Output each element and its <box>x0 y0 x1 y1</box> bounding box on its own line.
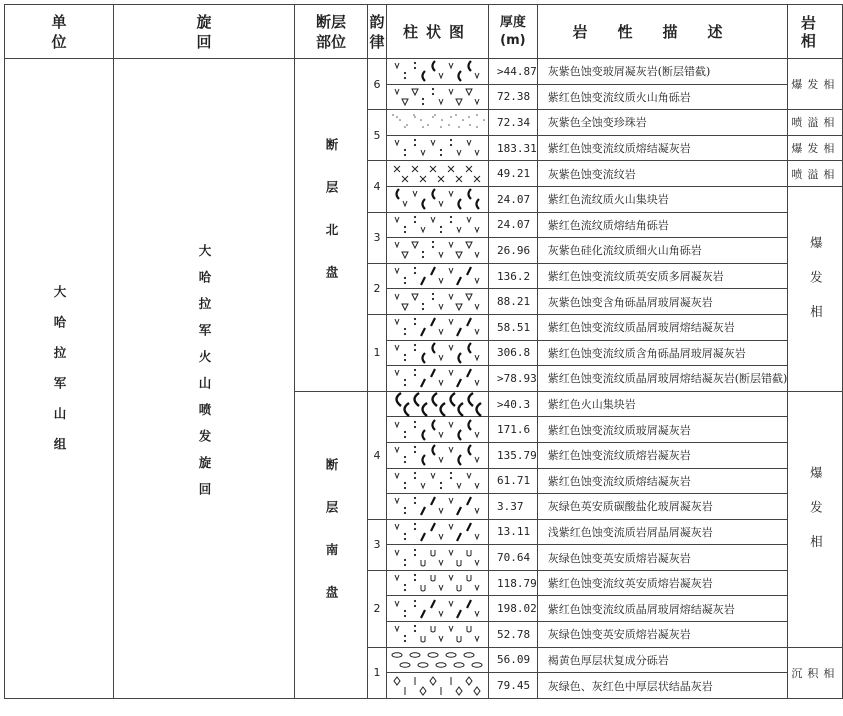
lithology-desc: 紫红色蚀变流纹质晶屑玻屑熔结凝灰岩 <box>537 314 788 340</box>
lithology-symbols <box>387 136 488 160</box>
lithology-desc: 灰绿色蚀变英安质熔岩凝灰岩 <box>537 545 788 571</box>
rhythm-north-3: 3 <box>368 212 387 263</box>
thickness-value: 198.02 <box>489 596 538 622</box>
column-pattern <box>387 161 489 187</box>
column-pattern <box>387 391 489 417</box>
thickness-value: 56.09 <box>489 647 538 673</box>
column-pattern <box>387 366 489 392</box>
lithology-desc: 紫红色蚀变流纹质火山角砾岩 <box>537 84 788 110</box>
lithology-desc: 灰紫色蚀变含角砾晶屑玻屑凝灰岩 <box>537 289 788 315</box>
rhythm-north-6: 6 <box>368 59 387 110</box>
lithology-desc: 紫红色蚀变流纹质玻屑凝灰岩 <box>537 417 788 443</box>
header-fault: 断层部位 <box>295 5 368 59</box>
rhythm-north-2: 2 <box>368 263 387 314</box>
lithology-desc: 紫红色蚀变流纹英安质熔岩凝灰岩 <box>537 570 788 596</box>
header-unit: 单位 <box>5 5 114 59</box>
lithology-symbols <box>387 290 488 314</box>
cycle-cell <box>114 59 295 699</box>
lithology-symbols <box>387 469 488 493</box>
lithology-desc: 浅紫红色蚀变流质岩屑晶屑凝灰岩 <box>537 519 788 545</box>
column-pattern <box>387 519 489 545</box>
column-pattern <box>387 494 489 520</box>
column-pattern <box>387 84 489 110</box>
thickness-value: 72.38 <box>489 84 538 110</box>
thickness-value: 72.34 <box>489 110 538 136</box>
column-pattern <box>387 647 489 673</box>
rhythm-south-3: 3 <box>368 519 387 570</box>
stratigraphic-column-table <box>4 4 843 699</box>
thickness-value: 26.96 <box>489 238 538 264</box>
lithology-desc: 灰绿色蚀变英安质熔岩凝灰岩 <box>537 622 788 648</box>
column-pattern <box>387 314 489 340</box>
facies-1: 爆发相 <box>788 59 843 110</box>
lithology-symbols <box>387 59 488 83</box>
lithology-symbols <box>387 213 488 237</box>
column-pattern <box>387 263 489 289</box>
facies-6-cell <box>788 391 843 647</box>
column-pattern <box>387 622 489 648</box>
fault-south-cell <box>295 391 368 698</box>
lithology-symbols <box>387 520 488 544</box>
column-pattern <box>387 186 489 212</box>
lithology-symbols <box>387 392 488 416</box>
facies-5-cell <box>788 186 843 391</box>
lithology-desc: 灰紫色蚀变玻屑凝灰岩(断层错截) <box>537 59 788 85</box>
column-pattern <box>387 442 489 468</box>
lithology-symbols <box>387 162 488 186</box>
column-pattern <box>387 110 489 136</box>
facies-7: 沉积相 <box>788 647 843 698</box>
thickness-value: 135.79 <box>489 442 538 468</box>
lithology-symbols <box>387 597 488 621</box>
thickness-value: 136.2 <box>489 263 538 289</box>
lithology-desc: 紫红色蚀变流纹质晶屑玻屑熔结凝灰岩(断层错截) <box>537 366 788 392</box>
thickness-value: 49.21 <box>489 161 538 187</box>
facies-6: 爆发相 <box>808 465 824 570</box>
lithology-symbols <box>387 366 488 390</box>
lithology-symbols <box>387 187 488 211</box>
thickness-value: 58.51 <box>489 314 538 340</box>
cycle-name: 大哈拉军火山喷发旋回 <box>197 244 212 510</box>
column-pattern <box>387 212 489 238</box>
thickness-value: 79.45 <box>489 673 538 699</box>
lithology-desc: 紫红色蚀变流纹质熔岩凝灰岩 <box>537 442 788 468</box>
lithology-symbols <box>387 85 488 109</box>
lithology-desc: 紫红色蚀变流纹质英安质多屑凝灰岩 <box>537 263 788 289</box>
facies-3: 爆发相 <box>788 135 843 161</box>
facies-2: 喷溢相 <box>788 110 843 136</box>
column-pattern <box>387 340 489 366</box>
thickness-value: 13.11 <box>489 519 538 545</box>
lithology-symbols <box>387 674 488 698</box>
lithology-desc: 褐黄色厚层状复成分砾岩 <box>537 647 788 673</box>
lithology-desc: 紫红色蚀变流纹质熔结凝灰岩 <box>537 468 788 494</box>
thickness-value: 118.79 <box>489 570 538 596</box>
column-pattern <box>387 545 489 571</box>
rhythm-south-2: 2 <box>368 570 387 647</box>
thickness-value: 306.8 <box>489 340 538 366</box>
thickness-value: >78.93 <box>489 366 538 392</box>
fault-north-label: 断层北盘 <box>324 138 339 309</box>
lithology-symbols <box>387 571 488 595</box>
lithology-desc: 紫红色蚀变流纹质熔结凝灰岩 <box>537 135 788 161</box>
thickness-value: 3.37 <box>489 494 538 520</box>
thickness-value: 61.71 <box>489 468 538 494</box>
lithology-desc: 紫红色蚀变流纹质含角砾晶屑玻屑凝灰岩 <box>537 340 788 366</box>
facies-5: 爆发相 <box>808 235 824 340</box>
lithology-symbols <box>387 443 488 467</box>
thickness-value: 70.64 <box>489 545 538 571</box>
lithology-symbols <box>387 648 488 672</box>
column-pattern <box>387 417 489 443</box>
unit-name: 大哈拉军山组 <box>52 285 67 469</box>
lithology-desc: 紫红色蚀变流纹质晶屑玻屑熔结凝灰岩 <box>537 596 788 622</box>
column-pattern <box>387 59 489 85</box>
lithology-symbols <box>387 494 488 518</box>
rhythm-south-4: 4 <box>368 391 387 519</box>
thickness-value: 24.07 <box>489 186 538 212</box>
column-pattern <box>387 673 489 699</box>
header-lithology: 岩性描述 <box>537 5 788 59</box>
column-pattern <box>387 570 489 596</box>
thickness-value: 88.21 <box>489 289 538 315</box>
header-rhythm: 韵律 <box>368 5 387 59</box>
column-pattern <box>387 289 489 315</box>
thickness-value: 52.78 <box>489 622 538 648</box>
lithology-symbols <box>387 341 488 365</box>
unit-cell <box>5 59 114 699</box>
column-pattern <box>387 238 489 264</box>
thickness-value: 183.31 <box>489 135 538 161</box>
column-pattern <box>387 135 489 161</box>
rhythm-south-1: 1 <box>368 647 387 698</box>
lithology-desc: 灰绿色英安质碳酸盐化玻屑凝灰岩 <box>537 494 788 520</box>
column-pattern <box>387 468 489 494</box>
lithology-symbols <box>387 238 488 262</box>
rhythm-north-1: 1 <box>368 314 387 391</box>
lithology-desc: 紫红色流纹质火山集块岩 <box>537 186 788 212</box>
header-facies: 岩相 <box>788 5 843 59</box>
fault-south-label: 断层南盘 <box>324 458 339 629</box>
lithology-symbols <box>387 622 488 646</box>
column-pattern <box>387 596 489 622</box>
rhythm-north-4: 4 <box>368 161 387 212</box>
rhythm-north-5: 5 <box>368 110 387 161</box>
header-column: 柱状图 <box>387 5 489 59</box>
thickness-value: 24.07 <box>489 212 538 238</box>
header-thickness: 厚度(m) <box>489 5 538 59</box>
thickness-value: >44.87 <box>489 59 538 85</box>
header-cycle: 旋回 <box>114 5 295 59</box>
lithology-symbols <box>387 315 488 339</box>
lithology-symbols <box>387 418 488 442</box>
lithology-desc: 灰绿色、灰红色中厚层状结晶灰岩 <box>537 673 788 699</box>
lithology-desc: 灰紫色蚀变流纹岩 <box>537 161 788 187</box>
lithology-symbols <box>387 546 488 570</box>
thickness-value: >40.3 <box>489 391 538 417</box>
lithology-desc: 灰紫色硅化流纹质细火山角砾岩 <box>537 238 788 264</box>
thickness-value: 171.6 <box>489 417 538 443</box>
lithology-desc: 灰紫色全蚀变珍珠岩 <box>537 110 788 136</box>
lithology-desc: 紫红色流纹质熔结角砾岩 <box>537 212 788 238</box>
fault-north-cell <box>295 59 368 392</box>
lithology-symbols <box>387 264 488 288</box>
facies-4: 喷溢相 <box>788 161 843 187</box>
lithology-desc: 紫红色火山集块岩 <box>537 391 788 417</box>
lithology-symbols <box>387 110 488 134</box>
